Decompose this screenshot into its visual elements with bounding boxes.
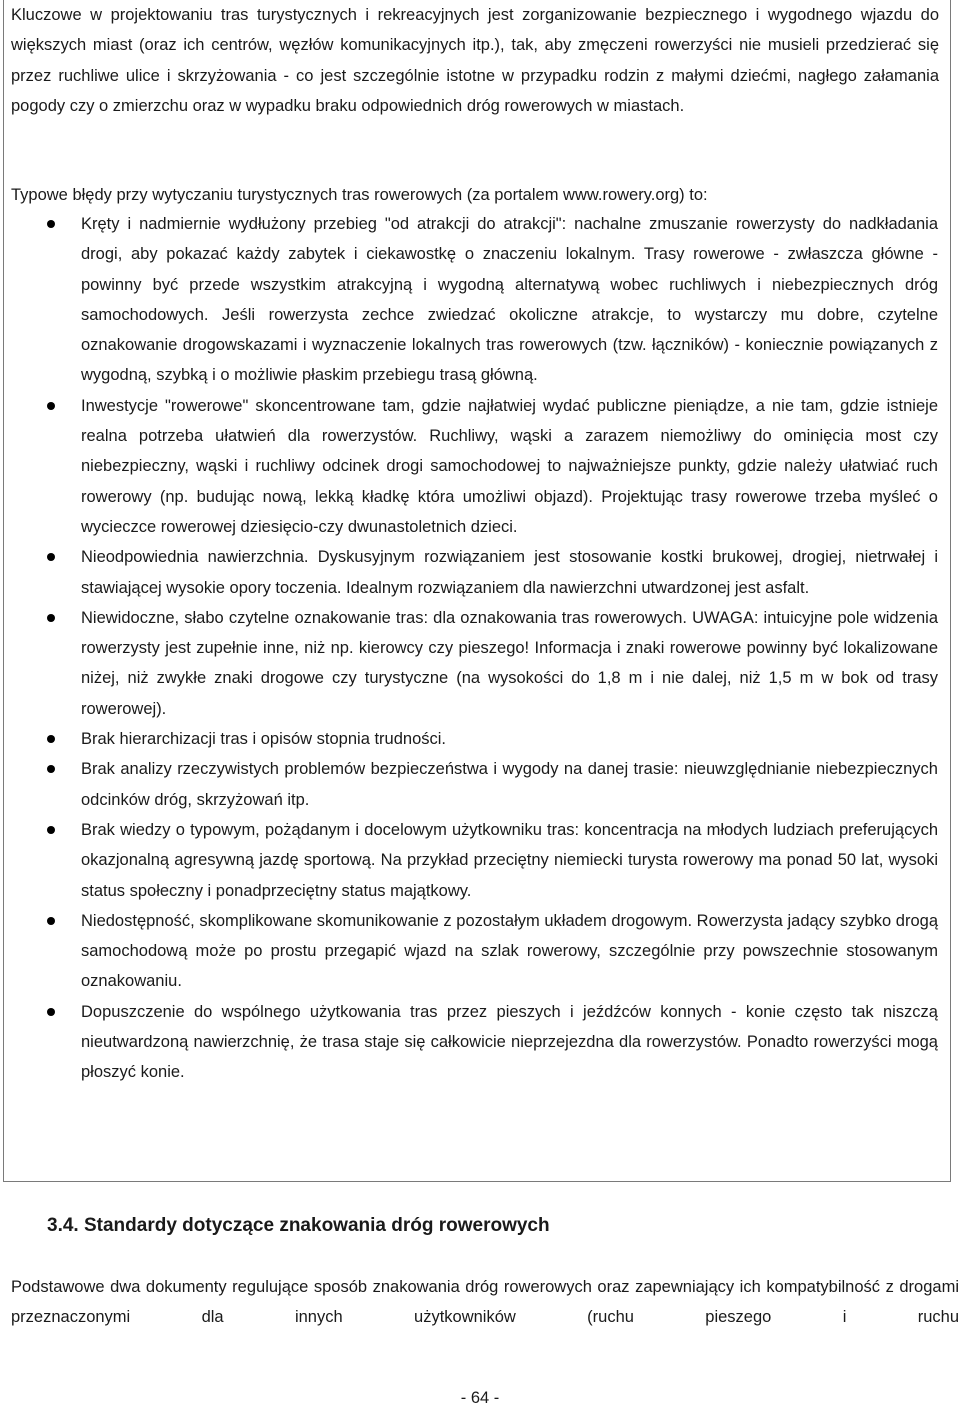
bullet-icon — [47, 553, 55, 561]
list-item-text: Dopuszczenie do wspólnego użytkowania tras przez pieszych i jeźdźców konnych - konie często tak niszczą nieutwardzoną nawierzchnię, że trasa staje się całkowicie nieprzejezdna dla rowerzystów. Ponadto rowerzyści mogą płoszyć konie. — [81, 1002, 938, 1082]
intro-paragraph: Kluczowe w projektowaniu tras turystycznych i rekreacyjnych jest zorganizowanie bezpiecznego i wygodnego wjazdu do większych miast (oraz ich centrów, węzłów komunikacyjnych itp.), tak, aby zmęczeni rowerzyści nie musieli przedzierać się przez ruchliwe ulice i skrzyżowania - co jest szczególnie istotne w przypadku rodzin z małymi dziećmi, nagłego załamania pogody czy o zmierzchu oraz w wypadku braku odpowiednich dróg rowerowych w miastach. — [11, 6, 939, 115]
list-item-text: Inwestycje "rowerowe" skoncentrowane tam, gdzie najłatwiej wydać publiczne pieniądze, a nie tam, gdzie istnieje realna potrzeba ułatwień dla rowerzystów. Ruchliwy, wąski a zarazem niemożliwy do ominięcia most czy niebezpieczny, wąski i ruchliwy odcinek drogi samochodowej to najważniejsze punkty, gdzie należy ułatwiać ruch rowerowy (np. budując nową, lekką kładkę która umożliwi objazd). Projektując trasy rowerowe trzeba myśleć o wycieczce rowerowej dziesięcio-czy dwunastoletnich dzieci. — [81, 396, 938, 536]
list-item-text: Niedostępność, skomplikowane skomunikowanie z pozostałym układem drogowym. Rowerzysta jadący szybko drogą samochodową może po prostu przegapić wjazd na szlak rowerowy, szczególnie przy powszechnie stosowanym oznakowaniu. — [81, 911, 938, 991]
list-item — [0, 603, 948, 724]
list-item — [0, 542, 948, 603]
list-item — [0, 997, 948, 1088]
list-item — [0, 754, 948, 815]
list-item-text: Kręty i nadmiernie wydłużony przebieg "od atrakcji do atrakcji": nachalne zmuszanie rowerzysty do nadkładania drogi, aby pokazać każdy zabytek i ciekawostkę o znaczeniu lokalnym. Trasy rowerowe - zwłaszcza główne - powinny być przede wszystkim atrakcyjną i wygodną alternatywą wobec ruchliwych i niebezpiecznych dróg samochodowych. Jeśli rowerzysta zechce zwiedzać okoliczne atrakcje, to wystarczy mu dobre, czytelne oznakowanie drogowskazami i wyznaczenie lokalnych tras rowerowych (tzw. łączników) - koniecznie powiązanych z wygodną, szybką i o możliwie płaskim przebiegu trasą główną. — [81, 215, 938, 385]
bullet-icon — [47, 735, 55, 743]
bullet-icon — [47, 402, 55, 410]
page-number: - 64 - — [460, 1389, 500, 1407]
bullet-icon — [47, 220, 55, 228]
section-title-text: Standardy dotyczące znakowania dróg rowerowych — [83, 1215, 550, 1236]
errors-box-heading: Typowe błędy przy wytyczaniu turystycznych tras rowerowych (za portalem www.rowery.org) to: — [11, 186, 708, 204]
list-item-text: Brak analizy rzeczywistych problemów bezpieczeństwa i wygody na danej trasie: nieuwzględnianie niebezpiecznych odcinków dróg, skrzyżowań itp. — [81, 760, 938, 809]
list-item — [0, 815, 948, 906]
list-item — [0, 906, 948, 997]
bullet-icon — [47, 765, 55, 773]
list-item-text: Niewidoczne, słabo czytelne oznakowanie tras: dla oznakowania tras rowerowych. UWAGA: intuicyjne pole widzenia rowerzysty jest zupełnie inne, niż np. kierowcy czy pieszego! Informacja i znaki rowerowe powinny być lokalizowane niżej, niż zwykłe znaki drogowe czy turystyczne (na wysokości do 1,8 m i nie dalej, niż 1,5 m w bok od trasy rowerowej). — [81, 608, 938, 718]
errors-list — [0, 209, 948, 1088]
bullet-icon — [47, 826, 55, 834]
list-item-text: Brak hierarchizacji tras i opisów stopnia trudności. — [81, 730, 446, 749]
list-item-text: Nieodpowiednia nawierzchnia. Dyskusyjnym rozwiązaniem jest stosowanie kostki brukowej, drogiej, nietrwałej i stawiającej wysokie opory toczenia. Idealnym rozwiązaniem dla nawierzchni utwardzonej jest asfalt. — [81, 548, 938, 597]
list-item-text: Brak wiedzy o typowym, pożądanym i docelowym użytkowniku tras: koncentracja na młodych ludziach preferujących okazjonalną agresywną jazdę sportową. Na przykład przeciętny niemiecki turysta rowerowy ma ponad 50 lat, wysoki status społeczny i ponadprzeciętny status majątkowy. — [81, 820, 938, 900]
list-item — [0, 391, 948, 542]
body-paragraph: Podstawowe dwa dokumenty regulujące sposób znakowania dróg rowerowych oraz zapewniający ich kompatybilność z drogami przeznaczonymi dla innych użytkowników (ruchu pieszego i ruchu — [11, 1278, 959, 1327]
section-number: 3.4. — [47, 1215, 79, 1236]
list-item — [0, 724, 948, 754]
bullet-icon — [47, 917, 55, 925]
list-item — [0, 209, 948, 391]
bullet-icon — [47, 614, 55, 622]
bullet-icon — [47, 1008, 55, 1016]
section-heading — [47, 1211, 550, 1241]
